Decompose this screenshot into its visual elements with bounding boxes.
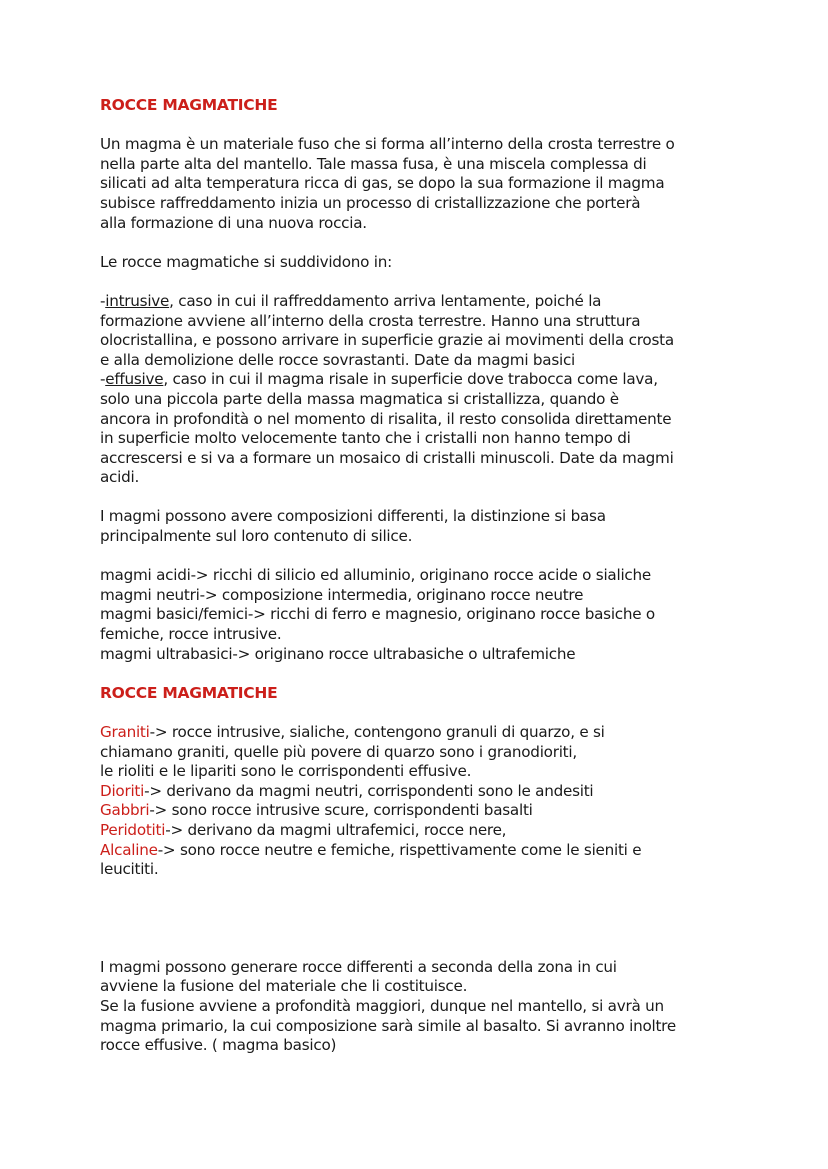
- rock-alcaline-line: leucititi.: [100, 860, 159, 879]
- rocks-list: [100, 723, 740, 880]
- intro-line: silicati ad alta temperatura ricca di gas, se dopo la sua formazione il magma: [100, 174, 665, 193]
- rock-term: Graniti: [100, 723, 150, 741]
- intrusive-line: formazione avviene all’interno della crosta terrestre. Hanno una struttura: [100, 311, 641, 330]
- rock-dioriti: [100, 782, 740, 802]
- closing-line: rocce effusive. ( magma basico): [100, 1036, 337, 1055]
- section-heading-1: ROCCE MAGMATICHE: [100, 96, 278, 114]
- rock-term: Gabbri: [100, 801, 150, 820]
- magma-type-item: magmi acidi-> ricchi di silicio ed alluminio, originano rocce acide o sialiche: [100, 566, 652, 585]
- intrusive-first-line: [100, 292, 740, 312]
- closing-line: magma primario, la cui composizione sarà simile al basalto. Si avranno inoltre: [100, 1016, 676, 1035]
- rock-description: -> sono rocce intrusive scure, corrispondenti basalti: [149, 801, 533, 820]
- effusive-dash: -: [100, 370, 106, 389]
- rock-graniti-line: chiamano graniti, quelle più povere di quarzo sono i granodioriti,: [100, 742, 577, 761]
- rock-term: Dioriti: [100, 781, 145, 800]
- rock-description: -> derivano da magmi neutri, corrispondenti sono le andesiti: [144, 781, 594, 800]
- intrusive-term: intrusive: [105, 291, 170, 310]
- document-page: [100, 96, 740, 1056]
- closing-paragraph: [100, 958, 740, 1056]
- rock-peridotiti: [100, 821, 740, 841]
- magma-type-item: femiche, rocce intrusive.: [100, 625, 282, 644]
- intro-paragraph: [100, 135, 740, 233]
- magma-type-item: magmi neutri-> composizione intermedia, originano rocce neutre: [100, 585, 584, 604]
- intrusive-dash: -: [100, 291, 106, 310]
- section-heading-2: ROCCE MAGMATICHE: [100, 683, 278, 702]
- closing-line: I magmi possono generare rocce differenti a seconda della zona in cui: [100, 957, 617, 976]
- intro-line: Un magma è un materiale fuso che si forma all’interno della crosta terrestre o: [100, 135, 675, 154]
- rock-description: -> sono rocce neutre e femiche, rispettivamente come le sieniti e: [157, 840, 642, 859]
- intro-line: alla formazione di una nuova roccia.: [100, 213, 367, 232]
- rock-gabbri: [100, 801, 740, 821]
- intrusive-line: e alla demolizione delle rocce sovrastanti. Date da magmi basici: [100, 350, 576, 369]
- composition-line: principalmente sul loro contenuto di silice.: [100, 527, 413, 546]
- rock-description: -> rocce intrusive, sialiche, contengono granuli di quarzo, e si: [149, 723, 605, 741]
- magma-type-item: magmi basici/femici-> ricchi di ferro e magnesio, originano rocce basiche o: [100, 605, 655, 624]
- intro-line: nella parte alta del mantello. Tale massa fusa, è una miscela complessa di: [100, 154, 647, 173]
- effusive-first-rest: , caso in cui il magma risale in superficie dove trabocca come lava,: [163, 370, 658, 389]
- rock-alcaline: [100, 841, 740, 861]
- effusive-line: acidi.: [100, 468, 140, 487]
- effusive-first-line: [100, 370, 740, 390]
- closing-line: Se la fusione avviene a profondità maggiori, dunque nel mantello, si avrà un: [100, 996, 664, 1015]
- closing-line: avviene la fusione del materiale che li costituisce.: [100, 977, 468, 996]
- effusive-line: ancora in profondità o nel momento di risalita, il resto consolida direttamente: [100, 409, 672, 428]
- intro-line: subisce raffreddamento inizia un processo di cristallizzazione che porterà: [100, 193, 641, 212]
- intrusive-line: olocristallina, e possono arrivare in superficie grazie ai movimenti della crosta: [100, 331, 674, 350]
- rock-graniti-line: le rioliti e le lipariti sono le corrispondenti effusive.: [100, 762, 472, 781]
- composition-paragraph: [100, 507, 740, 546]
- rock-term: Peridotiti: [100, 820, 166, 839]
- effusive-term: effusive: [105, 370, 164, 389]
- intrusive-first-rest: , caso in cui il raffreddamento arriva lentamente, poiché la: [169, 291, 602, 310]
- rock-description: -> derivano da magmi ultrafemici, rocce nere,: [165, 820, 507, 839]
- effusive-line: in superficie molto velocemente tanto che i cristalli non hanno tempo di: [100, 429, 631, 448]
- subdivision-intro: Le rocce magmatiche si suddividono in:: [100, 252, 392, 271]
- magma-type-item: magmi ultrabasici-> originano rocce ultrabasiche o ultrafemiche: [100, 644, 576, 663]
- composition-line: I magmi possono avere composizioni differenti, la distinzione si basa: [100, 507, 606, 526]
- rock-graniti: [100, 723, 740, 743]
- rock-term: Alcaline: [100, 840, 158, 859]
- intrusive-paragraph: [100, 292, 740, 488]
- effusive-line: solo una piccola parte della massa magmatica si cristallizza, quando è: [100, 389, 619, 408]
- effusive-line: accrescersi e si va a formare un mosaico di cristalli minuscoli. Date da magmi: [100, 448, 674, 467]
- magma-types-list: [100, 566, 740, 664]
